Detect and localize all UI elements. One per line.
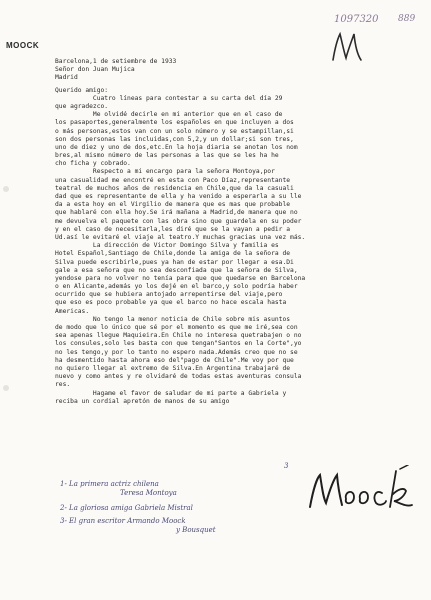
letter-line: Hagame el favor de saludar de mi parte a Gabriela y	[55, 389, 287, 397]
letter-line: Respecto a mi encargo para la señora Montoya,por	[55, 168, 275, 176]
letter-line: Barcelona,1 de setiembre de 1933	[55, 58, 177, 65]
letter-line: los pasaportes,generalmente los españoles en que incluyen a dos	[55, 119, 294, 127]
punch-hole	[3, 385, 9, 391]
annotation-number: 3	[284, 462, 289, 470]
letter-line: Americas.	[55, 307, 90, 315]
letter-line: La dirección de Victor Domingo Silva y familia es	[55, 242, 279, 250]
letter-line: los consules,solo les basta con que tengan"Santos en la Corte",yo	[55, 340, 302, 348]
letter-line: nuevo y como antes y re olvidaré de todas estas aventuras consula	[55, 373, 302, 381]
letter-line: Silva puede escribirle,pues ya han de estar por llegar a esa.Di	[55, 258, 294, 266]
letter-line: gale a esa señora que no sea desconfiada que la señora de Silva,	[55, 266, 298, 274]
letter-line: cho ficha y cobrado.	[55, 160, 131, 168]
letter-line: No tengo la menor noticia de Chile sobre mis asuntos	[55, 315, 291, 323]
letter-line: teatral de muchos años de residencia en Chile,que da la casuali	[55, 184, 294, 192]
letter-line: yendose para no volver no tenía para que que quedarse en Barcelona	[55, 274, 306, 282]
letter-line: son dos personas las incluidas,con 5,2,y un dollar;si son tres,	[55, 135, 294, 143]
letter-line: ocurrido que se hubiera antojado arrepentirse del viaje,pero	[55, 291, 283, 299]
note-3: 3- El gran escritor Armando Moock y Bousquet	[60, 517, 216, 534]
letter-line: Madrid	[55, 74, 78, 82]
letter-line: sea apenas llegue Maquieira.En Chile no interesa quetrabajen o no	[55, 332, 302, 340]
letter-line: y en el caso de necesitarla,les diré que se la vayan a pedir a	[55, 225, 291, 233]
letter-line: una casualidad me encontré en esta con Paco Díaz,representante	[55, 176, 291, 184]
letter-line: dad que es representante de ella y ha venido a esperarla a su lle	[55, 193, 302, 200]
letter-line: me devuelva el paquete con las obra sino que guardela en su poder	[55, 217, 302, 225]
letter-line: que hablaré con ella hoy.Se irá mañana a Madrid,de manera que no	[55, 209, 298, 217]
note-2: 2- La gloriosa amiga Gabriela Mistral	[60, 504, 193, 512]
letter-body	[55, 58, 425, 406]
note-1: 1- La primera actriz chilena Teresa Montoya	[60, 480, 177, 497]
letterhead: MOOCK	[6, 41, 40, 50]
letter-line: Cuatro líneas para contestar a su carta del día 29	[55, 94, 283, 102]
punch-hole	[3, 186, 9, 192]
letter-line: que eso es poco probable ya que el barco no hace escala hasta	[55, 299, 287, 307]
letter-line: bres,al mismo número de las personas a las que se les ha he	[55, 152, 279, 160]
letter-line: Me olvidé decirle en mi anterior que en el caso de	[55, 111, 283, 119]
letter-line: que agradezco.	[55, 102, 109, 110]
letter-line: uno de diez y uno de dos,etc.En la hoja diaria se anotan los nom	[55, 143, 298, 151]
letter-line: reciba un cordial apretón de manos de su amigo	[55, 397, 230, 405]
letter-line: Señor don Juan Mujica	[55, 66, 135, 74]
catalog-number: 1097320	[334, 14, 379, 25]
folio-number: 889	[398, 14, 416, 24]
signature	[300, 465, 420, 520]
letter-line: Hotel Español,Santiago de Chile,donde la amiga de la señora de	[55, 250, 291, 258]
letter-line: de modo que lo único que sé por el momento es que me iré,sea con	[55, 324, 298, 331]
letter-line: Querido amigo:	[55, 86, 109, 94]
letter-line: no quiero llegar al extremo de Silva.En Argentina trabajaré de	[55, 364, 291, 372]
letter-line: o más personas,estos van con un solo número y se estampillan,si	[55, 127, 294, 135]
letter-line: ha desmentido hasta ahora eso del"pago de Chile".Me voy por que	[55, 356, 294, 364]
letter-line: da a esta hoy en el Virgilio de manera que es mas que probable	[55, 201, 291, 209]
letter-line: no les tengo,y por lo tanto no espero nada.Además creo que no se	[55, 348, 298, 356]
letter-line: Ud.así le evitaré el viaje al teatro.Y muchas gracias una vez más.	[55, 233, 306, 241]
letter-line: res.	[55, 381, 71, 389]
letter-line: o en Alicante,además yo los dejé en el barco,y solo podría haber	[55, 283, 298, 291]
